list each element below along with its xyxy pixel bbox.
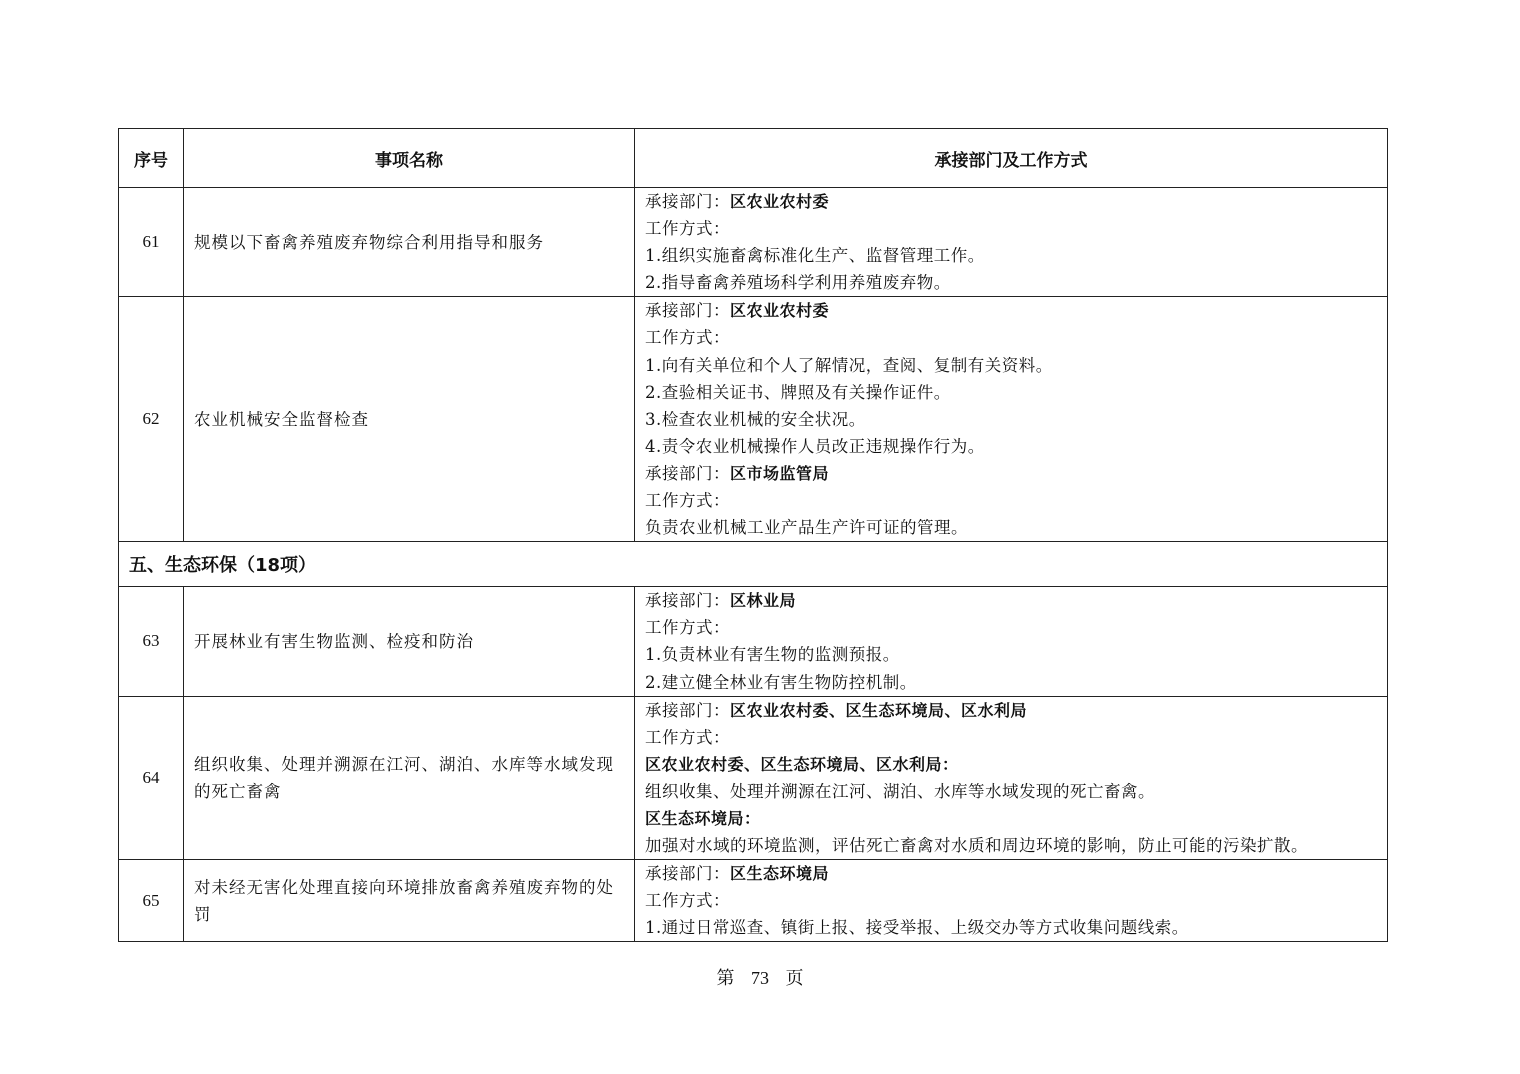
work-line — [645, 669, 1377, 696]
work-line — [645, 697, 1377, 724]
work-line — [645, 487, 1377, 514]
work-text: 1.向有关单位和个人了解情况，查阅、复制有关资料。 — [645, 355, 1053, 375]
work-method-cell — [635, 696, 1388, 860]
item-name: 组织收集、处理并溯源在江河、湖泊、水库等水域发现的死亡畜禽 — [184, 696, 635, 860]
work-line — [645, 379, 1377, 406]
footer-prefix: 第 — [716, 968, 735, 988]
row-number: 64 — [119, 696, 184, 860]
work-line — [645, 805, 1377, 832]
work-line — [645, 724, 1377, 751]
item-name: 规模以下畜禽养殖废弃物综合利用指导和服务 — [184, 188, 635, 297]
work-text: 1.负责林业有害生物的监测预报。 — [645, 645, 900, 665]
work-text: 工作方式： — [645, 891, 730, 911]
work-line — [645, 242, 1377, 269]
work-text: 工作方式： — [645, 328, 730, 348]
work-method-cell — [635, 188, 1388, 297]
work-line — [645, 832, 1377, 859]
section-title: 五、生态环保（18项） — [119, 542, 1388, 587]
work-line — [645, 778, 1377, 805]
work-text: 工作方式： — [645, 618, 730, 638]
work-method-cell — [635, 860, 1388, 942]
work-text: 2.指导畜禽养殖场科学利用养殖废弃物。 — [645, 273, 951, 293]
page-number: 73 — [751, 968, 769, 988]
work-line — [645, 460, 1377, 487]
work-text: 工作方式： — [645, 491, 730, 511]
work-line — [645, 188, 1377, 215]
table-row — [119, 860, 1388, 942]
table-row — [119, 696, 1388, 860]
dept-name: 区林业局 — [730, 591, 797, 611]
dept-name: 区农业农村委 — [730, 301, 830, 321]
work-text: 工作方式： — [645, 219, 730, 239]
work-line — [645, 514, 1377, 541]
work-line — [645, 914, 1377, 941]
work-line — [645, 614, 1377, 641]
table-row — [119, 188, 1388, 297]
work-line — [645, 324, 1377, 351]
work-text: 3.检查农业机械的安全状况。 — [645, 409, 866, 429]
dept-label: 承接部门： — [645, 192, 730, 211]
dept-label: 承接部门： — [645, 301, 730, 321]
dept-label: 承接部门： — [645, 591, 730, 611]
work-line — [645, 352, 1377, 379]
dept-label: 承接部门： — [645, 463, 730, 483]
item-name: 农业机械安全监督检查 — [184, 297, 635, 542]
work-line — [645, 887, 1377, 914]
work-text: 2.查验相关证书、牌照及有关操作证件。 — [645, 382, 951, 402]
work-line — [645, 587, 1377, 614]
work-text: 1.通过日常巡查、镇街上报、接受举报、上级交办等方式收集问题线索。 — [645, 918, 1189, 938]
dept-name: 区生态环境局 — [730, 864, 830, 884]
row-number: 65 — [119, 860, 184, 942]
work-line — [645, 641, 1377, 668]
work-method-cell — [635, 297, 1388, 542]
work-text: 2.建立健全林业有害生物防控机制。 — [645, 672, 917, 692]
header-name: 事项名称 — [184, 129, 635, 188]
work-text: 负责农业机械工业产品生产许可证的管理。 — [645, 518, 968, 538]
work-text: 1.组织实施畜禽标准化生产、监督管理工作。 — [645, 246, 985, 266]
dept-label: 承接部门： — [645, 864, 730, 884]
table-row — [119, 587, 1388, 696]
work-line — [645, 406, 1377, 433]
footer-suffix: 页 — [785, 968, 804, 988]
item-name: 开展林业有害生物监测、检疫和防治 — [184, 587, 635, 696]
table-row — [119, 297, 1388, 542]
row-number: 61 — [119, 188, 184, 297]
item-name: 对未经无害化处理直接向环境排放畜禽养殖废弃物的处罚 — [184, 860, 635, 942]
work-line — [645, 215, 1377, 242]
dept-name: 区农业农村委、区生态环境局、区水利局： — [645, 754, 959, 774]
row-number: 63 — [119, 587, 184, 696]
work-method-cell — [635, 587, 1388, 696]
work-line — [645, 433, 1377, 460]
table-body — [119, 188, 1388, 942]
work-line — [645, 860, 1377, 887]
work-text: 加强对水域的环境监测，评估死亡畜禽对水质和周边环境的影响，防止可能的污染扩散。 — [645, 836, 1308, 856]
work-line — [645, 297, 1377, 324]
dept-name: 区市场监管局 — [730, 463, 830, 483]
row-number: 62 — [119, 297, 184, 542]
work-text: 4.责令农业机械操作人员改正违规操作行为。 — [645, 436, 985, 456]
dept-name: 区农业农村委 — [730, 192, 830, 211]
work-text: 组织收集、处理并溯源在江河、湖泊、水库等水域发现的死亡畜禽。 — [645, 781, 1155, 801]
work-line — [645, 269, 1377, 296]
page-footer — [0, 964, 1520, 990]
header-work: 承接部门及工作方式 — [635, 129, 1388, 188]
items-table — [118, 128, 1388, 942]
dept-name: 区生态环境局： — [645, 808, 761, 828]
table-header-row — [119, 129, 1388, 188]
section-row — [119, 542, 1388, 587]
header-no: 序号 — [119, 129, 184, 188]
dept-label: 承接部门： — [645, 700, 730, 720]
work-line — [645, 751, 1377, 778]
dept-name: 区农业农村委、区生态环境局、区水利局 — [730, 700, 1028, 720]
work-text: 工作方式： — [645, 727, 730, 747]
